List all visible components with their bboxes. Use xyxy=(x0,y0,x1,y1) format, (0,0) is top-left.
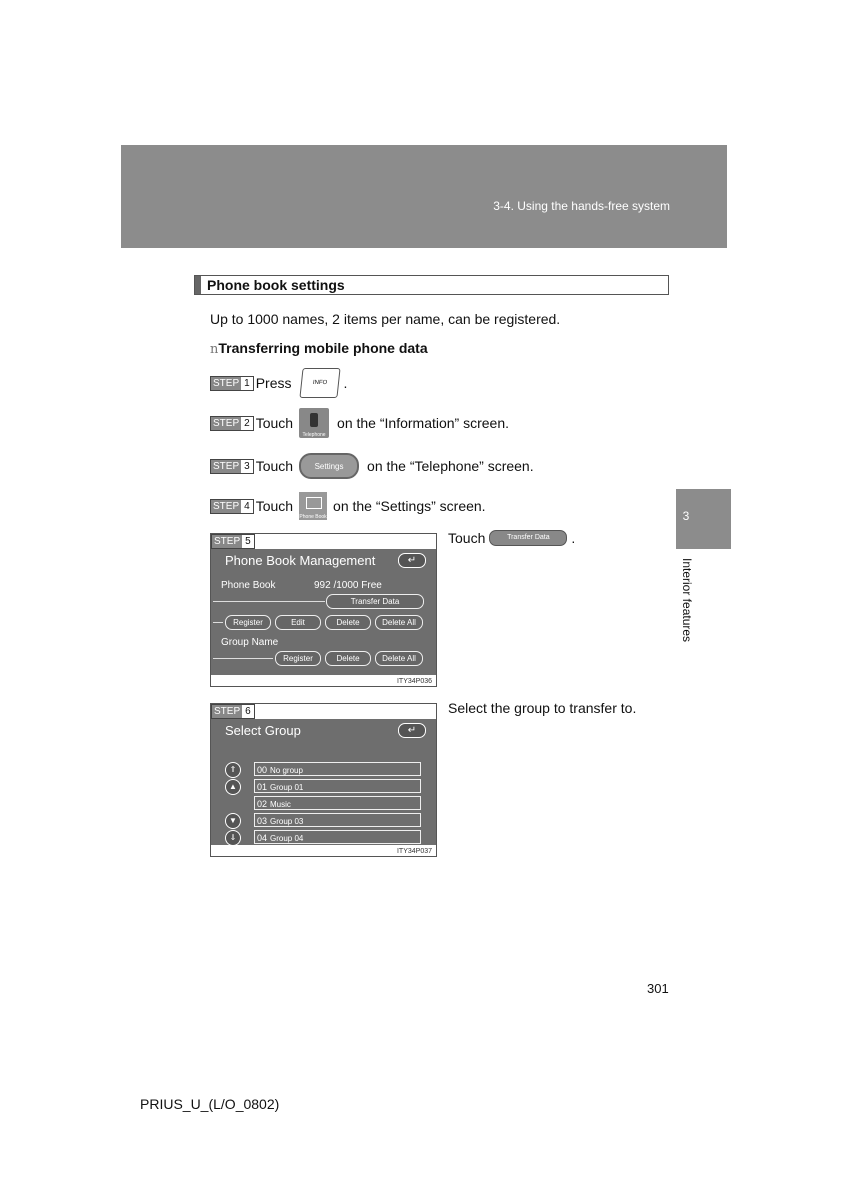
section-title: Phone book settings xyxy=(207,277,345,293)
step-after: on the “Information” screen. xyxy=(337,415,510,431)
scroll-down-icon[interactable]: ▼ xyxy=(225,813,241,829)
figure-step-5 xyxy=(210,533,437,687)
info-button[interactable]: INFO xyxy=(300,368,341,398)
step-after: . xyxy=(571,530,576,546)
step-3 xyxy=(210,453,534,479)
divider xyxy=(213,658,273,659)
delete-all-button[interactable]: Delete All xyxy=(375,615,423,630)
step-badge: STEP 6 xyxy=(211,704,255,719)
step-badge: STEP 1 xyxy=(210,376,254,391)
chapter-tab xyxy=(676,489,731,549)
phone-book-count: 992 /1000 Free xyxy=(314,580,382,591)
figure-code: ITY34P037 xyxy=(396,848,432,855)
delete-group-button[interactable]: Delete xyxy=(325,651,371,666)
step-verb: Touch xyxy=(255,458,294,474)
intro-text: Up to 1000 names, 2 items per name, can be registered. xyxy=(210,311,561,327)
step-verb: Touch xyxy=(255,498,294,514)
page-number: 301 xyxy=(647,981,669,996)
page-up-icon[interactable]: ⇑ xyxy=(225,762,241,778)
figure-code: ITY34P036 xyxy=(396,678,432,685)
subheading-text: Transferring mobile phone data xyxy=(218,340,428,356)
step-5-text xyxy=(448,530,575,546)
back-button[interactable]: ↵ xyxy=(398,723,426,738)
chapter-number: 3 xyxy=(682,509,690,523)
edit-button[interactable]: Edit xyxy=(275,615,321,630)
group-name-label: Group Name xyxy=(221,637,279,648)
scroll-up-icon[interactable]: ▲ xyxy=(225,779,241,795)
delete-all-groups-button[interactable]: Delete All xyxy=(375,651,423,666)
footer-code: PRIUS_U_(L/O_0802) xyxy=(140,1096,280,1112)
phone-book-management-screen xyxy=(211,549,436,675)
phone-book-button[interactable]: Phone Book xyxy=(299,492,327,520)
page-down-icon[interactable]: ⇓ xyxy=(225,830,241,846)
group-item[interactable]: 02 Music xyxy=(254,796,421,810)
step-2 xyxy=(210,408,509,438)
step-badge: STEP 3 xyxy=(210,459,254,474)
section-heading xyxy=(194,275,669,295)
select-group-screen xyxy=(211,719,436,845)
figure-step-6 xyxy=(210,703,437,857)
section-bar xyxy=(195,276,201,294)
settings-button[interactable]: Settings xyxy=(299,453,359,479)
screen-title: Select Group xyxy=(225,723,301,738)
group-item[interactable]: 00 No group xyxy=(254,762,421,776)
step-after: . xyxy=(343,375,348,391)
step-badge: STEP 5 xyxy=(211,534,255,549)
subheading xyxy=(210,340,428,357)
telephone-button[interactable]: Telephone xyxy=(299,408,329,438)
step-1 xyxy=(210,368,347,398)
back-button[interactable]: ↵ xyxy=(398,553,426,568)
divider xyxy=(213,601,325,602)
step-badge: STEP 2 xyxy=(210,416,254,431)
phone-icon xyxy=(310,413,318,427)
subheading-marker: n xyxy=(210,342,219,357)
step-6-text xyxy=(448,700,636,716)
register-button[interactable]: Register xyxy=(225,615,271,630)
transfer-data-button[interactable]: Transfer Data xyxy=(489,530,567,546)
group-item[interactable]: 01 Group 01 xyxy=(254,779,421,793)
step-after: on the “Telephone” screen. xyxy=(367,458,534,474)
header-band xyxy=(121,145,727,248)
chapter-label: Interior features xyxy=(680,558,694,643)
divider xyxy=(213,622,223,623)
delete-button[interactable]: Delete xyxy=(325,615,371,630)
register-group-button[interactable]: Register xyxy=(275,651,321,666)
step-text: Select the group to transfer to. xyxy=(448,700,637,716)
step-badge: STEP 4 xyxy=(210,499,254,514)
step-verb: Touch xyxy=(448,530,486,546)
step-4 xyxy=(210,492,486,520)
book-icon xyxy=(306,497,322,509)
group-item[interactable]: 04 Group 04 xyxy=(254,830,421,844)
transfer-data-button[interactable]: Transfer Data xyxy=(326,594,424,609)
section-path: 3-4. Using the hands-free system xyxy=(493,199,670,213)
phone-book-label: Phone Book xyxy=(221,580,276,591)
step-after: on the “Settings” screen. xyxy=(333,498,486,514)
group-item[interactable]: 03 Group 03 xyxy=(254,813,421,827)
step-verb: Press xyxy=(255,375,292,391)
screen-title: Phone Book Management xyxy=(225,553,376,568)
step-verb: Touch xyxy=(255,415,294,431)
